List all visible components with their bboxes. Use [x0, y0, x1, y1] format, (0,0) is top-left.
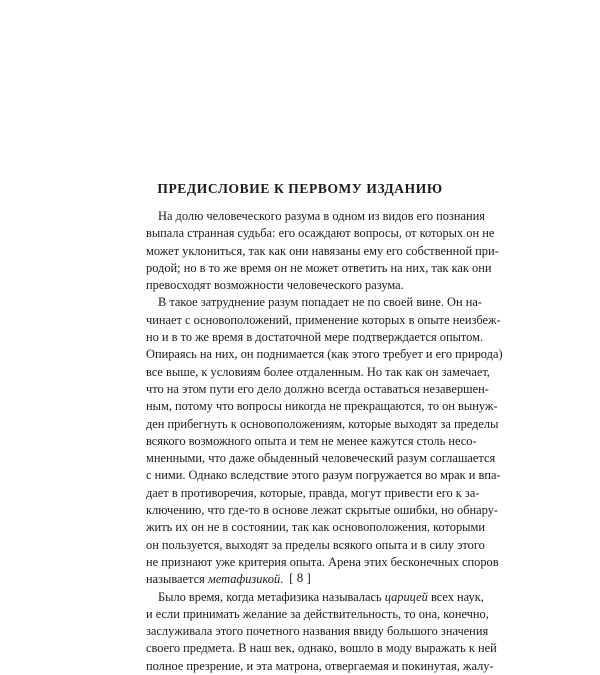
text-line: выпала странная судьба: его осаждают вопросы, от которых он не	[146, 226, 495, 241]
text-line: и если принимать желание за действительность, то она, конечно,	[146, 606, 489, 621]
body-text	[146, 208, 503, 675]
italic-term: метафизикой	[207, 572, 281, 587]
text-line: ным, потому что вопросы никогда не прекращаются, то он вынуж-	[146, 399, 498, 414]
section-heading: ПРЕДИСЛОВИЕ К ПЕРВОМУ ИЗДАНИЮ	[157, 181, 443, 196]
text-fragment: Было время, когда метафизика называлась	[158, 589, 385, 604]
text-fragment: .	[280, 572, 284, 587]
text-line: может уклониться, так как они навязаны ему его собственной при-	[146, 243, 499, 258]
text-line: он пользуется, выходят за пределы всякого опыта и в силу этого	[146, 537, 485, 552]
text-line: все выше, к условиям более отдаленным. Но так как он замечает,	[146, 364, 490, 379]
text-line	[146, 589, 484, 606]
text-line: чинает с основоположений, применение которых в опыте неизбеж-	[146, 312, 501, 327]
text-line: ключению, что где-то в основе лежат скрытые ошибки, но обнару-	[146, 503, 499, 518]
text-line: но и в то же время в достаточной мере подтверждается опытом.	[146, 330, 484, 345]
text-line: с ними. Однако вследствие этого разум погружается во мрак и впа-	[146, 468, 501, 483]
text-fragment: всех наук,	[427, 589, 484, 604]
text-line: В такое затруднение разум попадает не по своей вине. Он на-	[158, 295, 482, 310]
text-line: родой; но в то же время он не может ответить на них, так как они	[146, 260, 492, 275]
text-line: что на этом пути его дело должно всегда оставаться незавершен-	[146, 381, 489, 396]
text-line: жить их он не в состоянии, так как основоположения, которыми	[146, 520, 485, 535]
text-line: Опираясь на них, он поднимается (как этого требует и его природа)	[146, 347, 503, 362]
text-fragment: называется	[146, 572, 208, 587]
text-line: не признают уже критерия опыта. Арена этих бесконечных споров	[146, 554, 499, 569]
text-line: На долю человеческого разума в одном из видов его познания	[158, 209, 485, 223]
text-line: полное презрение, и эта матрона, отвергаемая и покинутая, жалу-	[146, 658, 494, 673]
text-line: заслуживала этого почетного названия ввиду большого значения	[146, 624, 489, 639]
text-line: ден прибегнуть к основоположениям, которые выходят за пределы	[146, 416, 499, 431]
text-line: дает в противоречия, которые, правда, могут привести его к за-	[146, 485, 480, 500]
text-line: своего предмета. В наш век, однако, вошло в моду выражать к ней	[146, 641, 497, 656]
text-line: мненными, что даже обыденный человеческий разум соглашается	[146, 451, 496, 466]
text-line: превосходят возможности человеческого разума.	[146, 278, 404, 293]
page-number: [ 8 ]	[289, 570, 311, 585]
text-line: всякого возможного опыта и тем не менее кажутся столь несо-	[146, 433, 477, 448]
italic-term: царицей	[384, 589, 428, 604]
